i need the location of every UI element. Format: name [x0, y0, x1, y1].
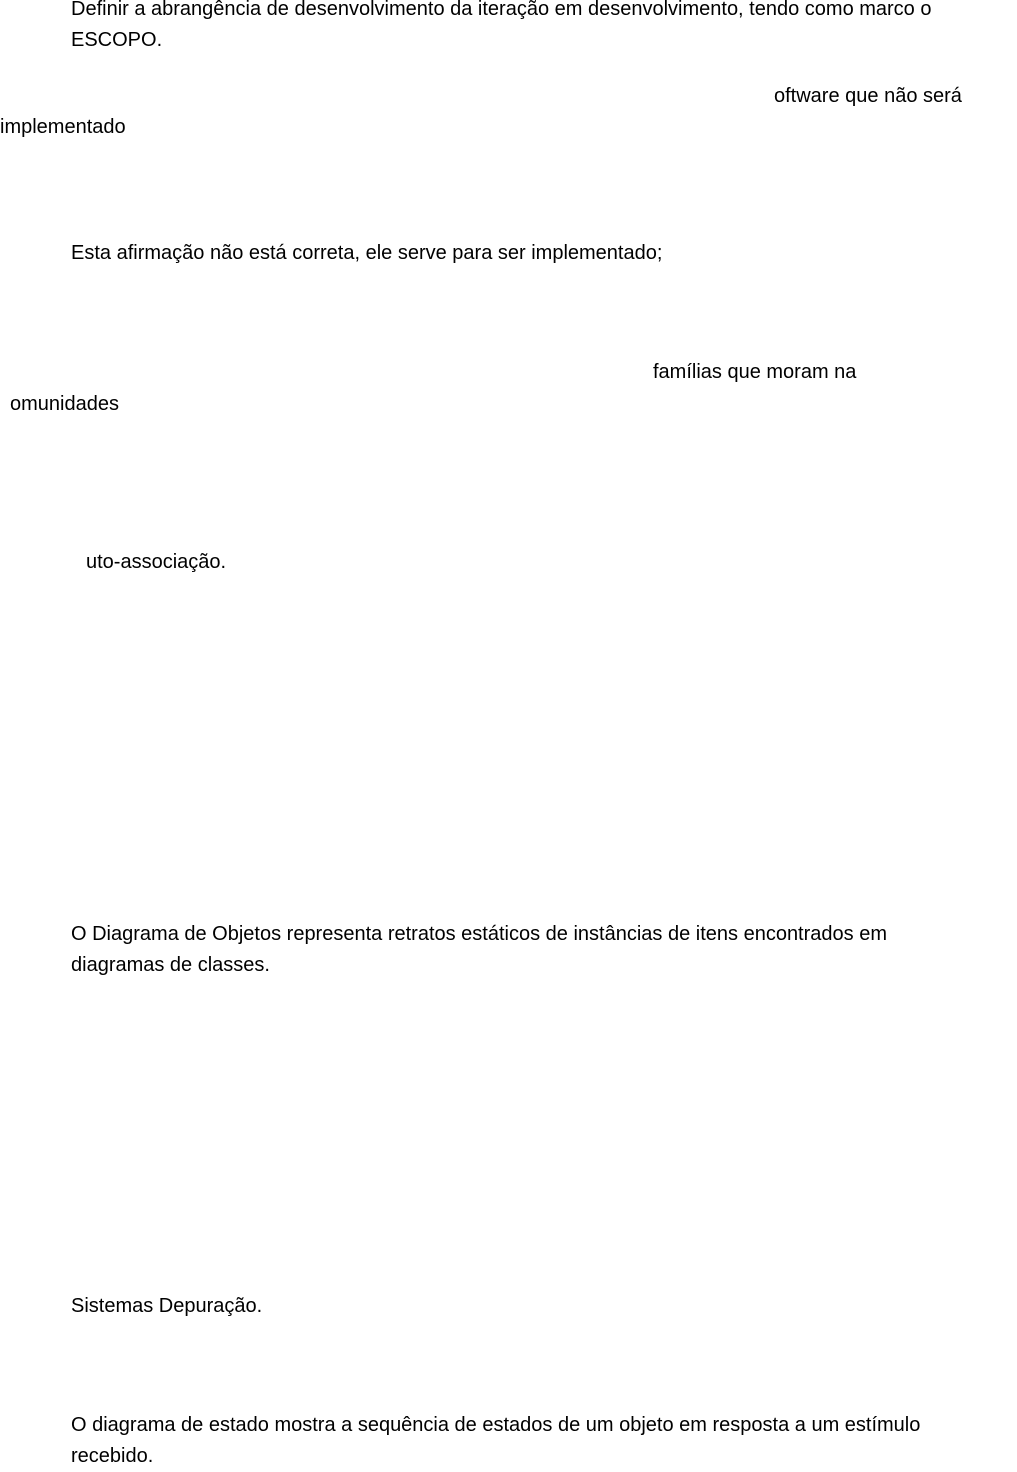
software-fragment: oftware que não será [774, 85, 962, 107]
diagrama-estado-line-1: O diagrama de estado mostra a sequência de estados de um objeto em resposta a um estímulo [71, 1414, 921, 1436]
diagrama-objetos-line-2: diagramas de classes. [71, 954, 270, 976]
diagrama-objetos-paragraph [71, 919, 887, 981]
diagrama-estado-paragraph [71, 1410, 920, 1472]
familias-fragment: famílias que moram na [653, 361, 857, 383]
sistemas-depuracao-text: Sistemas Depuração. [71, 1295, 263, 1317]
afirmacao-text: Esta afirmação não está correta, ele serve para ser implementado; [71, 242, 663, 264]
escopo-line-1: Definir a abrangência de desenvolvimento da iteração em desenvolvimento, tendo como marco o [71, 0, 932, 20]
auto-associacao-fragment: uto-associação. [86, 551, 227, 573]
escopo-line-2: ESCOPO. [71, 29, 163, 51]
implementado-fragment: implementado [0, 116, 126, 138]
comunidades-fragment: omunidades [10, 393, 119, 415]
diagrama-objetos-line-1: O Diagrama de Objetos representa retratos estáticos de instâncias de itens encontrados em [71, 923, 887, 945]
diagrama-estado-line-2: recebido. [71, 1445, 154, 1467]
escopo-paragraph [71, 0, 932, 56]
